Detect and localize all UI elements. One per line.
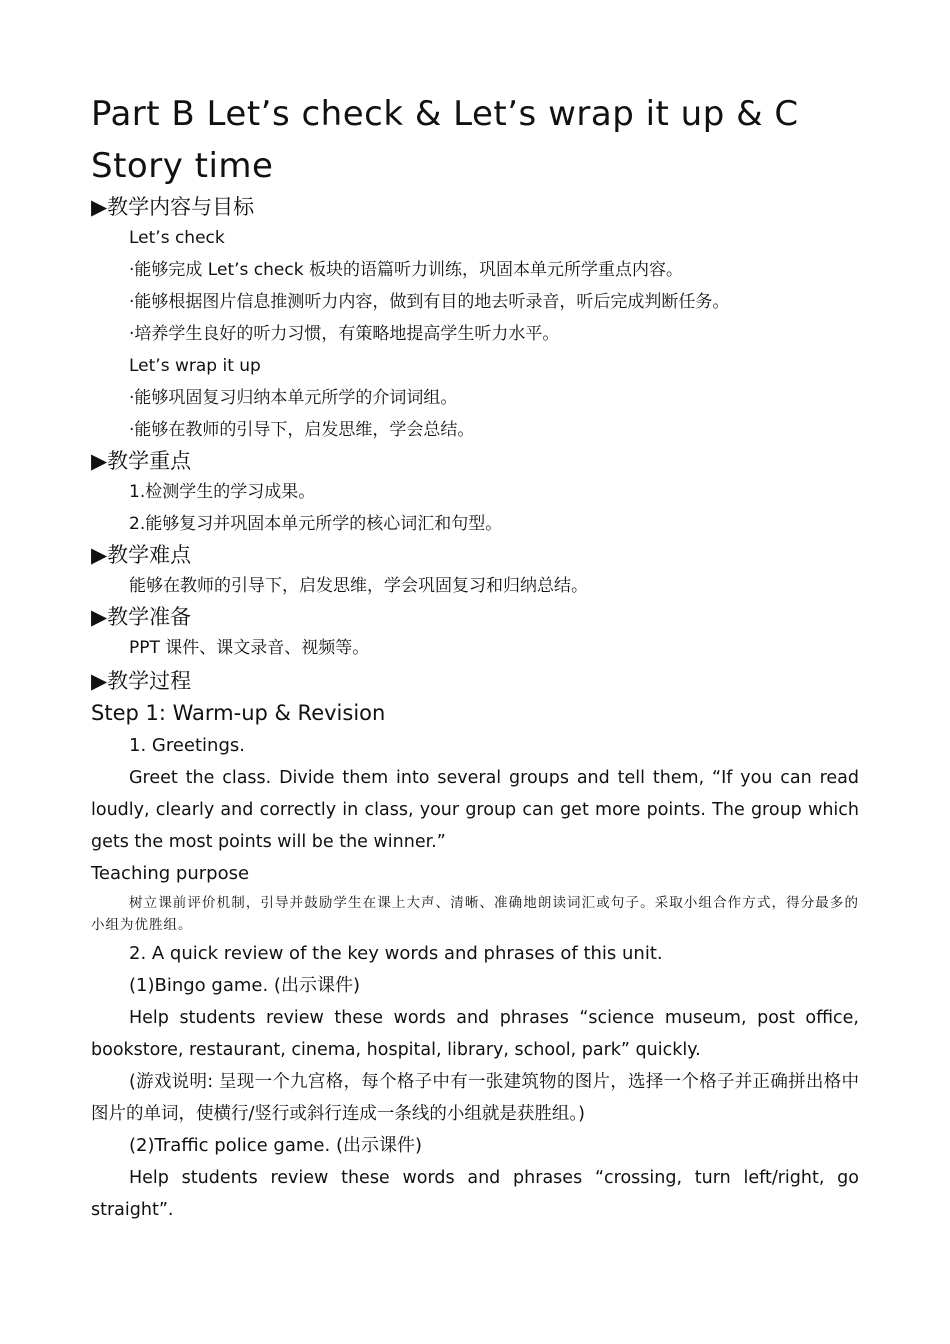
page-title: Part B Let’s check & Let’s wrap it up & C Story time (91, 94, 799, 186)
section-heading-content-goals: ▶教学内容与目标 (91, 195, 255, 219)
traffic-heading: (2)Traffic police game. (出示课件) (129, 1135, 422, 1156)
section-heading-process: ▶教学过程 (91, 669, 192, 693)
section-heading-difficulties: ▶教学难点 (91, 543, 192, 567)
preparation-text: PPT 课件、课文录音、视频等。 (129, 638, 370, 658)
goal-item: ·能够巩固复习归纳本单元所学的介词词组。 (129, 388, 458, 408)
key-point-item: 1.检测学生的学习成果。 (129, 482, 316, 502)
step1-heading: Step 1: Warm-up & Revision (91, 701, 386, 725)
key-point-item: 2.能够复习并巩固本单元所学的核心词汇和句型。 (129, 514, 503, 534)
document-page (91, 88, 859, 1226)
greet-paragraph: Greet the class. Divide them into several groups and tell them, “If you can read loudly, clearly and correctly in class, your group can get more points. The group which gets the most points will be the winner.” (91, 768, 859, 852)
bingo-rule: (游戏说明: 呈现一个九宫格，每个格子中有一张建筑物的图片，选择一个格子并正确拼出格中图片的单词，使横行/竖行或斜行连成一条线的小组就是获胜组。) (91, 1072, 859, 1124)
goal-item: ·培养学生良好的听力习惯，有策略地提高学生听力水平。 (129, 324, 560, 344)
goal-item: ·能够在教师的引导下，启发思维，学会总结。 (129, 420, 475, 440)
bingo-paragraph: Help students review these words and phrases “science museum, post office, bookstore, restaurant, cinema, hospital, library, school, park” quickly. (91, 1008, 859, 1060)
purpose-label: Teaching purpose (91, 863, 250, 884)
bingo-heading: (1)Bingo game. (出示课件) (129, 975, 360, 996)
wrap-label: Let’s wrap it up (129, 356, 261, 376)
section-heading-preparation: ▶教学准备 (91, 605, 192, 629)
section-heading-key-points: ▶教学重点 (91, 449, 192, 473)
traffic-paragraph: Help students review these words and phrases “crossing, turn left/right, go straight”. (91, 1168, 859, 1220)
step1-item1: 1. Greetings. (129, 735, 245, 756)
lets-check-label: Let’s check (129, 228, 225, 248)
goal-item: ·能够根据图片信息推测听力内容，做到有目的地去听录音，听后完成判断任务。 (129, 292, 730, 312)
goal-item: ·能够完成 Let’s check 板块的语篇听力训练，巩固本单元所学重点内容。 (129, 260, 683, 280)
purpose-note: 树立课前评价机制，引导并鼓励学生在课上大声、清晰、准确地朗读词汇或句子。采取小组合作方式，得分最多的小组为优胜组。 (91, 895, 859, 933)
step1-item2: 2. A quick review of the key words and phrases of this unit. (129, 943, 663, 964)
difficulty-text: 能够在教师的引导下，启发思维，学会巩固复习和归纳总结。 (129, 576, 588, 596)
